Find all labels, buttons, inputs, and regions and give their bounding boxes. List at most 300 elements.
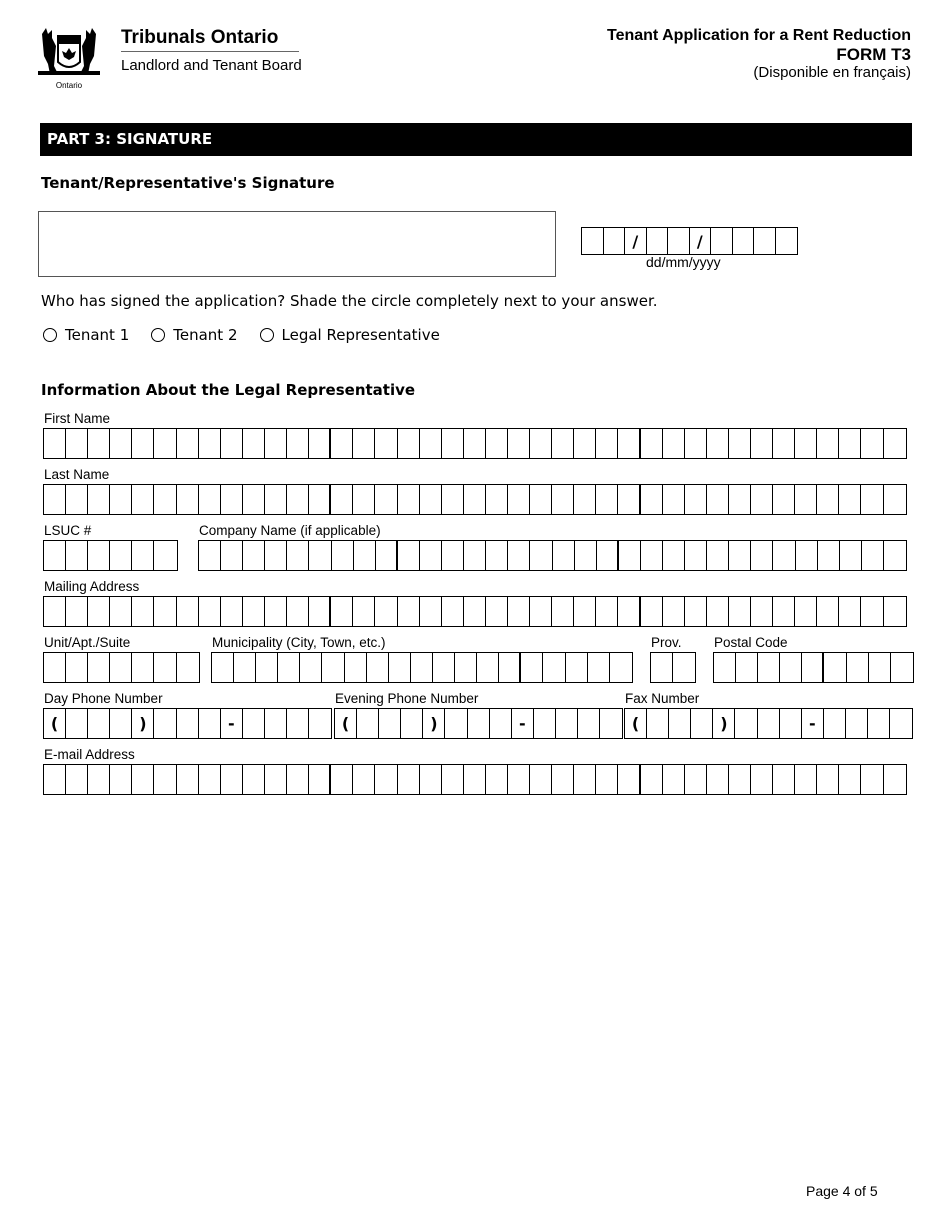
char-cell[interactable] — [398, 765, 420, 794]
char-cell[interactable] — [353, 429, 375, 458]
char-cell[interactable] — [420, 485, 442, 514]
french-note: (Disponible en français) — [753, 64, 911, 81]
char-cell[interactable] — [66, 765, 88, 794]
char-cell[interactable] — [663, 765, 685, 794]
char-cell[interactable] — [420, 597, 442, 626]
char-cell[interactable] — [508, 541, 530, 570]
char-cell[interactable] — [199, 485, 221, 514]
char-cell[interactable] — [110, 653, 132, 682]
radio-tenant-2[interactable]: Tenant 2 — [151, 326, 237, 344]
date-cell[interactable] — [668, 228, 690, 254]
char-cell[interactable] — [641, 541, 663, 570]
char-cell[interactable] — [199, 429, 221, 458]
char-cell[interactable] — [508, 429, 530, 458]
char-cell[interactable] — [154, 765, 176, 794]
char-cell[interactable] — [490, 709, 512, 738]
char-cell[interactable] — [669, 709, 691, 738]
char-cell[interactable] — [398, 429, 420, 458]
char-cell[interactable] — [575, 541, 597, 570]
char-cell[interactable] — [818, 541, 840, 570]
char-cell[interactable] — [486, 541, 508, 570]
char-cell[interactable] — [795, 765, 817, 794]
char-cell[interactable] — [199, 709, 221, 738]
postal-code-field[interactable] — [713, 652, 914, 683]
char-cell[interactable] — [66, 429, 88, 458]
char-cell[interactable] — [477, 653, 499, 682]
char-cell[interactable] — [88, 765, 110, 794]
char-cell[interactable] — [729, 485, 751, 514]
char-cell[interactable] — [442, 597, 464, 626]
char-cell[interactable] — [552, 597, 574, 626]
char-cell[interactable] — [177, 429, 199, 458]
char-cell[interactable] — [44, 429, 66, 458]
char-cell[interactable] — [861, 429, 883, 458]
province-field[interactable] — [650, 652, 696, 683]
char-cell[interactable] — [243, 765, 265, 794]
char-cell[interactable] — [353, 485, 375, 514]
char-cell[interactable] — [265, 765, 287, 794]
day-phone-label: Day Phone Number — [44, 691, 163, 706]
char-cell[interactable] — [847, 653, 869, 682]
char-cell[interactable] — [486, 765, 508, 794]
char-cell[interactable] — [88, 653, 110, 682]
char-cell[interactable] — [44, 597, 66, 626]
part-banner — [40, 123, 912, 156]
char-cell[interactable] — [243, 541, 265, 570]
char-cell[interactable] — [729, 765, 751, 794]
char-cell[interactable] — [556, 709, 578, 738]
radio-legal-representative[interactable]: Legal Representative — [260, 326, 440, 344]
phone-dash: - — [221, 709, 243, 738]
char-cell[interactable] — [596, 429, 618, 458]
char-cell[interactable] — [862, 541, 884, 570]
char-cell[interactable] — [309, 597, 331, 626]
char-cell[interactable] — [508, 597, 530, 626]
char-cell[interactable] — [376, 541, 398, 570]
char-cell[interactable] — [44, 765, 66, 794]
char-cell[interactable] — [685, 429, 707, 458]
char-cell[interactable] — [891, 653, 913, 682]
char-cell[interactable] — [641, 765, 663, 794]
char-cell[interactable] — [651, 653, 673, 682]
char-cell[interactable] — [574, 429, 596, 458]
char-cell[interactable] — [840, 541, 862, 570]
date-cell[interactable] — [604, 228, 626, 254]
char-cell[interactable] — [464, 485, 486, 514]
char-cell[interactable] — [345, 653, 367, 682]
char-cell[interactable] — [265, 541, 287, 570]
char-cell[interactable] — [707, 541, 729, 570]
char-cell[interactable] — [287, 765, 309, 794]
char-cell[interactable] — [411, 653, 433, 682]
char-cell[interactable] — [663, 541, 685, 570]
char-cell[interactable] — [610, 653, 632, 682]
char-cell[interactable] — [221, 485, 243, 514]
char-cell[interactable] — [773, 765, 795, 794]
char-cell[interactable] — [574, 765, 596, 794]
char-cell[interactable] — [110, 765, 132, 794]
radio-circle-icon[interactable] — [260, 328, 274, 342]
char-cell[interactable] — [707, 597, 729, 626]
char-cell[interactable] — [735, 709, 757, 738]
signature-field[interactable] — [38, 211, 556, 277]
char-cell[interactable] — [647, 709, 669, 738]
char-cell[interactable] — [221, 597, 243, 626]
char-cell[interactable] — [751, 597, 773, 626]
char-cell[interactable] — [795, 597, 817, 626]
date-cell[interactable] — [647, 228, 669, 254]
char-cell[interactable] — [486, 429, 508, 458]
char-cell[interactable] — [445, 709, 467, 738]
char-cell[interactable] — [331, 765, 353, 794]
char-cell[interactable] — [707, 485, 729, 514]
char-cell[interactable] — [884, 765, 906, 794]
char-cell[interactable] — [530, 765, 552, 794]
char-cell[interactable] — [508, 485, 530, 514]
char-cell[interactable] — [464, 541, 486, 570]
char-cell[interactable] — [521, 653, 543, 682]
char-cell[interactable] — [751, 485, 773, 514]
char-cell[interactable] — [673, 653, 695, 682]
char-cell[interactable] — [839, 765, 861, 794]
char-cell[interactable] — [795, 485, 817, 514]
char-cell[interactable] — [499, 653, 521, 682]
char-cell[interactable] — [398, 541, 420, 570]
char-cell[interactable] — [420, 429, 442, 458]
char-cell[interactable] — [331, 429, 353, 458]
char-cell[interactable] — [331, 485, 353, 514]
char-cell[interactable] — [154, 541, 176, 570]
char-cell[interactable] — [199, 597, 221, 626]
first-name-field[interactable] — [43, 428, 907, 459]
char-cell[interactable] — [600, 709, 622, 738]
char-cell[interactable] — [773, 597, 795, 626]
char-cell[interactable] — [464, 765, 486, 794]
date-field[interactable] — [581, 227, 798, 255]
char-cell[interactable] — [132, 429, 154, 458]
phone-close-paren: ) — [132, 709, 154, 738]
char-cell[interactable] — [375, 765, 397, 794]
date-cell[interactable] — [733, 228, 755, 254]
char-cell[interactable] — [780, 709, 802, 738]
phone-close-paren: ) — [713, 709, 735, 738]
char-cell[interactable] — [265, 429, 287, 458]
char-cell[interactable] — [375, 485, 397, 514]
char-cell[interactable] — [357, 709, 379, 738]
email-label: E-mail Address — [44, 747, 135, 762]
char-cell[interactable] — [552, 485, 574, 514]
char-cell[interactable] — [66, 597, 88, 626]
char-cell[interactable] — [309, 709, 331, 738]
char-cell[interactable] — [890, 709, 912, 738]
char-cell[interactable] — [442, 485, 464, 514]
char-cell[interactable] — [66, 653, 88, 682]
phone-dash: - — [512, 709, 534, 738]
char-cell[interactable] — [309, 429, 331, 458]
char-cell[interactable] — [177, 597, 199, 626]
char-cell[interactable] — [110, 597, 132, 626]
char-cell[interactable] — [802, 653, 824, 682]
char-cell[interactable] — [442, 541, 464, 570]
day-phone-field[interactable] — [43, 708, 332, 739]
char-cell[interactable] — [685, 541, 707, 570]
char-cell[interactable] — [773, 485, 795, 514]
date-cell[interactable] — [776, 228, 798, 254]
char-cell[interactable] — [641, 485, 663, 514]
char-cell[interactable] — [707, 765, 729, 794]
char-cell[interactable] — [243, 485, 265, 514]
fax-field[interactable] — [624, 708, 913, 739]
char-cell[interactable] — [868, 709, 890, 738]
char-cell[interactable] — [287, 485, 309, 514]
char-cell[interactable] — [442, 765, 464, 794]
char-cell[interactable] — [464, 597, 486, 626]
char-cell[interactable] — [88, 597, 110, 626]
email-field[interactable] — [43, 764, 907, 795]
char-cell[interactable] — [861, 485, 883, 514]
char-cell[interactable] — [154, 429, 176, 458]
char-cell[interactable] — [221, 429, 243, 458]
char-cell[interactable] — [221, 541, 243, 570]
char-cell[interactable] — [817, 429, 839, 458]
char-cell[interactable] — [552, 765, 574, 794]
radio-circle-icon[interactable] — [151, 328, 165, 342]
char-cell[interactable] — [420, 765, 442, 794]
char-cell[interactable] — [543, 653, 565, 682]
char-cell[interactable] — [641, 597, 663, 626]
char-cell[interactable] — [154, 597, 176, 626]
radio-circle-icon[interactable] — [43, 328, 57, 342]
char-cell[interactable] — [154, 709, 176, 738]
char-cell[interactable] — [736, 653, 758, 682]
char-cell[interactable] — [884, 597, 906, 626]
char-cell[interactable] — [243, 597, 265, 626]
char-cell[interactable] — [88, 485, 110, 514]
char-cell[interactable] — [685, 485, 707, 514]
char-cell[interactable] — [389, 653, 411, 682]
char-cell[interactable] — [88, 429, 110, 458]
char-cell[interactable] — [265, 709, 287, 738]
char-cell[interactable] — [309, 765, 331, 794]
char-cell[interactable] — [154, 653, 176, 682]
char-cell[interactable] — [177, 709, 199, 738]
char-cell[interactable] — [44, 485, 66, 514]
char-cell[interactable] — [177, 765, 199, 794]
char-cell[interactable] — [287, 709, 309, 738]
char-cell[interactable] — [44, 653, 66, 682]
char-cell[interactable] — [265, 597, 287, 626]
char-cell[interactable] — [758, 653, 780, 682]
char-cell[interactable] — [44, 541, 66, 570]
char-cell[interactable] — [256, 653, 278, 682]
char-cell[interactable] — [817, 485, 839, 514]
char-cell[interactable] — [110, 485, 132, 514]
char-cell[interactable] — [300, 653, 322, 682]
last-name-field[interactable] — [43, 484, 907, 515]
char-cell[interactable] — [869, 653, 891, 682]
char-cell[interactable] — [212, 653, 234, 682]
municipality-field[interactable] — [211, 652, 633, 683]
char-cell[interactable] — [884, 485, 906, 514]
char-cell[interactable] — [442, 429, 464, 458]
unit-field[interactable] — [43, 652, 200, 683]
char-cell[interactable] — [398, 597, 420, 626]
char-cell[interactable] — [796, 541, 818, 570]
char-cell[interactable] — [619, 541, 641, 570]
char-cell[interactable] — [287, 541, 309, 570]
char-cell[interactable] — [751, 429, 773, 458]
char-cell[interactable] — [596, 597, 618, 626]
char-cell[interactable] — [367, 653, 389, 682]
char-cell[interactable] — [861, 765, 883, 794]
char-cell[interactable] — [618, 597, 640, 626]
char-cell[interactable] — [530, 485, 552, 514]
char-cell[interactable] — [66, 709, 88, 738]
char-cell[interactable] — [618, 429, 640, 458]
char-cell[interactable] — [685, 765, 707, 794]
char-cell[interactable] — [322, 653, 344, 682]
char-cell[interactable] — [278, 653, 300, 682]
char-cell[interactable] — [884, 429, 906, 458]
char-cell[interactable] — [729, 541, 751, 570]
char-cell[interactable] — [243, 709, 265, 738]
radio-tenant-1[interactable]: Tenant 1 — [43, 326, 129, 344]
char-cell[interactable] — [618, 485, 640, 514]
char-cell[interactable] — [758, 709, 780, 738]
char-cell[interactable] — [663, 485, 685, 514]
char-cell[interactable] — [795, 429, 817, 458]
char-cell[interactable] — [861, 597, 883, 626]
char-cell[interactable] — [132, 765, 154, 794]
date-cell[interactable] — [711, 228, 733, 254]
date-cell[interactable] — [582, 228, 604, 254]
char-cell[interactable] — [534, 709, 556, 738]
char-cell[interactable] — [398, 485, 420, 514]
char-cell[interactable] — [773, 541, 795, 570]
char-cell[interactable] — [817, 597, 839, 626]
char-cell[interactable] — [552, 429, 574, 458]
char-cell[interactable] — [132, 541, 154, 570]
char-cell[interactable] — [839, 597, 861, 626]
company-field[interactable] — [198, 540, 907, 571]
date-cell[interactable] — [754, 228, 776, 254]
char-cell[interactable] — [177, 485, 199, 514]
char-cell[interactable] — [221, 765, 243, 794]
char-cell[interactable] — [332, 541, 354, 570]
char-cell[interactable] — [132, 653, 154, 682]
char-cell[interactable] — [707, 429, 729, 458]
char-cell[interactable] — [884, 541, 906, 570]
char-cell[interactable] — [751, 541, 773, 570]
char-cell[interactable] — [530, 597, 552, 626]
char-cell[interactable] — [455, 653, 477, 682]
char-cell[interactable] — [331, 597, 353, 626]
char-cell[interactable] — [66, 541, 88, 570]
char-cell[interactable] — [486, 485, 508, 514]
char-cell[interactable] — [824, 709, 846, 738]
char-cell[interactable] — [817, 765, 839, 794]
mailing-address-field[interactable] — [43, 596, 907, 627]
char-cell[interactable] — [780, 653, 802, 682]
char-cell[interactable] — [691, 709, 713, 738]
char-cell[interactable] — [663, 429, 685, 458]
char-cell[interactable] — [132, 597, 154, 626]
char-cell[interactable] — [177, 653, 199, 682]
char-cell[interactable] — [714, 653, 736, 682]
char-cell[interactable] — [287, 429, 309, 458]
char-cell[interactable] — [110, 541, 132, 570]
char-cell[interactable] — [486, 597, 508, 626]
char-cell[interactable] — [824, 653, 846, 682]
char-cell[interactable] — [530, 541, 552, 570]
char-cell[interactable] — [751, 765, 773, 794]
char-cell[interactable] — [574, 485, 596, 514]
char-cell[interactable] — [618, 765, 640, 794]
char-cell[interactable] — [309, 485, 331, 514]
char-cell[interactable] — [265, 485, 287, 514]
char-cell[interactable] — [574, 597, 596, 626]
char-cell[interactable] — [839, 485, 861, 514]
char-cell[interactable] — [375, 597, 397, 626]
char-cell[interactable] — [154, 485, 176, 514]
char-cell[interactable] — [199, 541, 221, 570]
char-cell[interactable] — [530, 429, 552, 458]
phone-open-paren: ( — [335, 709, 357, 738]
char-cell[interactable] — [433, 653, 455, 682]
char-cell[interactable] — [309, 541, 331, 570]
char-cell[interactable] — [588, 653, 610, 682]
char-cell[interactable] — [379, 709, 401, 738]
char-cell[interactable] — [132, 485, 154, 514]
char-cell[interactable] — [641, 429, 663, 458]
province-label: Prov. — [651, 635, 682, 650]
char-cell[interactable] — [375, 429, 397, 458]
char-cell[interactable] — [729, 597, 751, 626]
char-cell[interactable] — [110, 429, 132, 458]
evening-phone-field[interactable] — [334, 708, 623, 739]
char-cell[interactable] — [508, 765, 530, 794]
char-cell[interactable] — [578, 709, 600, 738]
char-cell[interactable] — [88, 709, 110, 738]
char-cell[interactable] — [729, 429, 751, 458]
char-cell[interactable] — [353, 765, 375, 794]
char-cell[interactable] — [553, 541, 575, 570]
char-cell[interactable] — [420, 541, 442, 570]
char-cell[interactable] — [199, 765, 221, 794]
lsuc-field[interactable] — [43, 540, 178, 571]
char-cell[interactable] — [88, 541, 110, 570]
char-cell[interactable] — [243, 429, 265, 458]
char-cell[interactable] — [839, 429, 861, 458]
char-cell[interactable] — [234, 653, 256, 682]
char-cell[interactable] — [596, 765, 618, 794]
char-cell[interactable] — [685, 597, 707, 626]
char-cell[interactable] — [596, 485, 618, 514]
char-cell[interactable] — [110, 709, 132, 738]
char-cell[interactable] — [846, 709, 868, 738]
char-cell[interactable] — [464, 429, 486, 458]
char-cell[interactable] — [287, 597, 309, 626]
char-cell[interactable] — [663, 597, 685, 626]
char-cell[interactable] — [401, 709, 423, 738]
char-cell[interactable] — [597, 541, 619, 570]
char-cell[interactable] — [468, 709, 490, 738]
char-cell[interactable] — [353, 597, 375, 626]
char-cell[interactable] — [66, 485, 88, 514]
char-cell[interactable] — [566, 653, 588, 682]
char-cell[interactable] — [354, 541, 376, 570]
char-cell[interactable] — [773, 429, 795, 458]
